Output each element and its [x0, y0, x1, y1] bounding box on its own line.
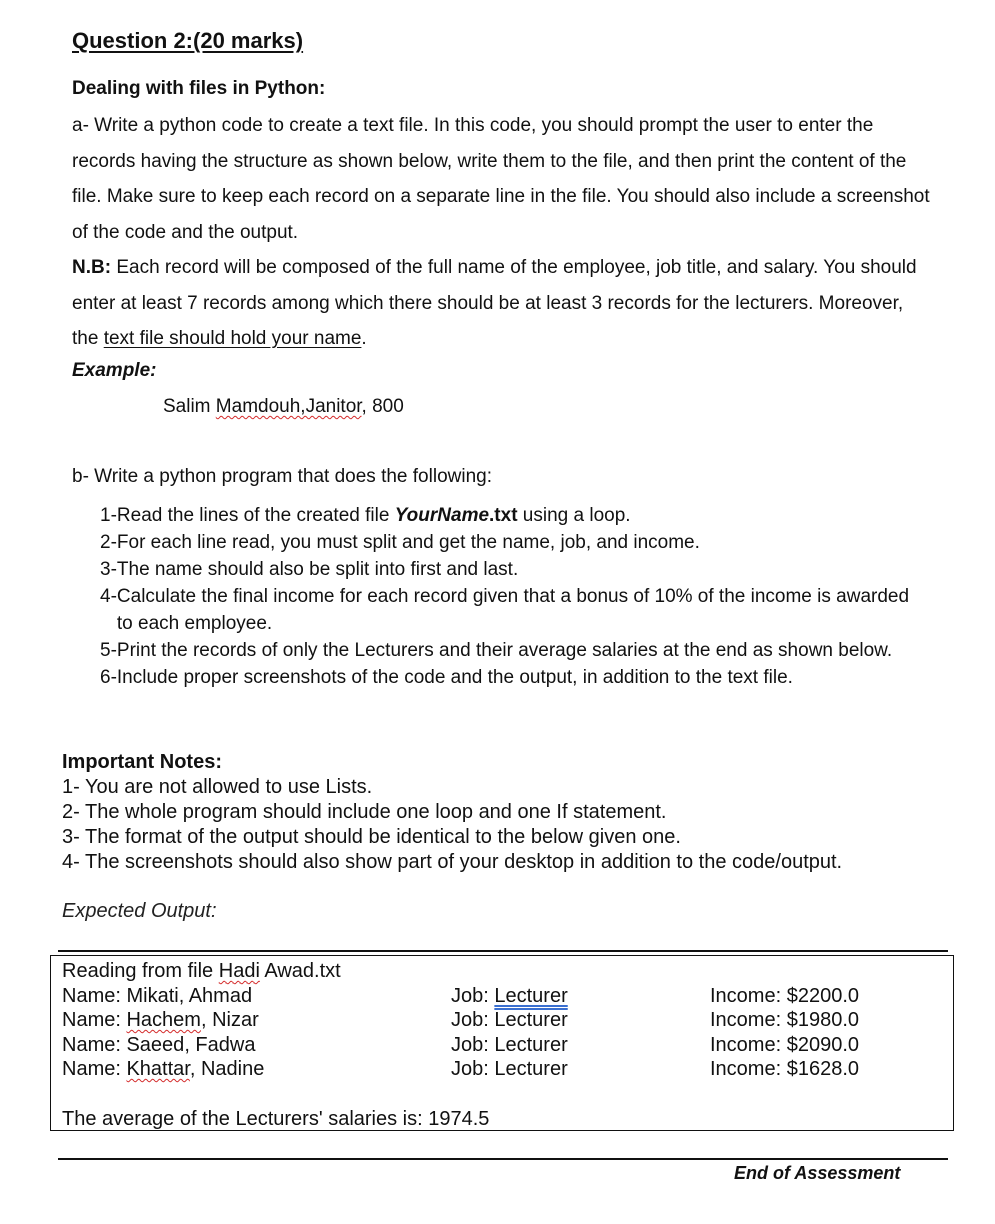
output-row-name — [62, 1057, 264, 1082]
output-average: The average of the Lecturers' salaries is: 1974.5 — [62, 1108, 490, 1130]
job-prefix: Job: — [451, 1058, 495, 1080]
list-item — [100, 502, 920, 529]
output-row-name — [62, 1033, 255, 1058]
name-prefix: Name: — [62, 1058, 127, 1080]
job-value: Lecturer — [494, 1009, 568, 1031]
output-row-income: Income: $2200.0 — [710, 984, 859, 1007]
output-row-name — [62, 984, 252, 1009]
list-item-number: 2- — [100, 532, 117, 553]
divider-bottom — [58, 1158, 948, 1160]
list-item-number: 4- — [100, 586, 117, 607]
txt-extension: .txt — [489, 505, 518, 526]
list-item-text-before: Read the lines of the created file — [116, 505, 395, 526]
output-row-job — [451, 1057, 568, 1082]
list-item-text — [117, 502, 920, 529]
name-last: Saeed — [126, 1033, 185, 1056]
example-squiggle: Mamdouh,Janitor — [215, 396, 362, 417]
name-prefix: Name: — [62, 1033, 127, 1056]
example-last: , 800 — [361, 396, 404, 417]
list-item-number: 6- — [100, 667, 117, 688]
output-row-job — [451, 1008, 568, 1033]
list-item — [100, 583, 920, 637]
important-notes — [62, 750, 942, 875]
job-prefix: Job: — [451, 1009, 495, 1031]
end-of-assessment: End of Assessment — [734, 1163, 901, 1183]
section-heading: Dealing with files in Python: — [72, 78, 326, 99]
note-item: 1- You are not allowed to use Lists. — [62, 776, 373, 798]
example-record — [163, 396, 404, 418]
name-last: Mikati — [126, 984, 179, 1007]
question-title: Question 2:(20 marks) — [72, 28, 304, 53]
yourname-emphasis: YourName — [394, 505, 490, 526]
output-header-prefix: Reading from file — [62, 960, 219, 982]
example-label: Example: — [72, 360, 157, 381]
note-item: 2- The whole program should include one loop and one If statement. — [62, 801, 667, 823]
list-item-number: 1- — [100, 505, 117, 526]
nb-paragraph — [72, 250, 932, 357]
name-prefix: Name: — [62, 1009, 127, 1031]
output-box — [50, 955, 954, 1131]
note-item: 3- The format of the output should be identical to the below given one. — [62, 826, 681, 848]
list-item-text-after: using a loop. — [517, 505, 631, 526]
list-item-text: Print the records of only the Lecturers and their average salaries at the end as shown below. — [116, 640, 893, 661]
list-item — [100, 556, 920, 583]
output-header-name: Hadi — [218, 960, 260, 982]
list-item-number: 5- — [100, 640, 117, 661]
name-last: Hachem — [126, 1009, 201, 1031]
job-value: Lecturer — [494, 1058, 568, 1080]
output-row-income: Income: $1980.0 — [710, 1009, 859, 1031]
output-row-income: Income: $2090.0 — [710, 1033, 859, 1056]
expected-output-label: Expected Output: — [62, 900, 217, 922]
list-item — [100, 529, 920, 556]
list-item — [100, 637, 920, 664]
name-first: , Fadwa — [184, 1033, 256, 1056]
nb-end: . — [361, 328, 367, 349]
output-header-suffix: Awad.txt — [259, 960, 341, 982]
list-item-text: Include proper screenshots of the code and the output, in addition to the text file. — [116, 667, 793, 688]
list-item — [100, 664, 920, 691]
name-last: Khattar — [126, 1058, 190, 1080]
output-row-job — [451, 1033, 568, 1058]
part-b-list — [100, 502, 920, 691]
list-item-number: 3- — [100, 559, 117, 580]
nb-text: Each record will be composed of the full name of the employee, job title, and salary. You should enter at least 7 records among which there should be at least 3 records for the lecturers. Moreover, the — [72, 257, 917, 349]
name-first: , Nadine — [189, 1058, 265, 1080]
part-b-intro: b- Write a python program that does the following: — [72, 466, 492, 487]
list-item-text: The name should also be split into first and last. — [116, 559, 519, 580]
part-a-paragraph: a- Write a python code to create a text file. In this code, you should prompt the user to enter the records having the structure as shown below, write them to the file, and then print the content of the file. Make sure to keep each record on a separate line in the file. You should also include a screenshot of the code and the output. — [72, 115, 930, 243]
name-prefix: Name: — [62, 984, 127, 1007]
name-first: , Nizar — [200, 1009, 259, 1031]
note-item: 4- The screenshots should also show part of your desktop in addition to the code/output. — [62, 851, 843, 873]
job-value: Lecturer — [494, 984, 568, 1007]
divider-top — [58, 950, 948, 952]
output-row-income: Income: $1628.0 — [710, 1058, 859, 1080]
job-value: Lecturer — [494, 1033, 568, 1056]
output-header — [62, 959, 341, 984]
list-item-text: Calculate the final income for each record given that a bonus of 10% of the income is awarded to each employee. — [116, 586, 910, 634]
job-prefix: Job: — [451, 984, 495, 1007]
nb-label: N.B: — [72, 257, 112, 278]
nb-underlined-text: text file should hold your name — [103, 328, 362, 349]
name-first: , Ahmad — [178, 984, 253, 1007]
output-row-name — [62, 1008, 259, 1033]
notes-heading: Important Notes: — [62, 751, 222, 773]
job-prefix: Job: — [451, 1033, 495, 1056]
output-row-job — [451, 984, 568, 1009]
list-item-text: For each line read, you must split and get the name, job, and income. — [116, 532, 700, 553]
example-first: Salim — [163, 396, 216, 417]
